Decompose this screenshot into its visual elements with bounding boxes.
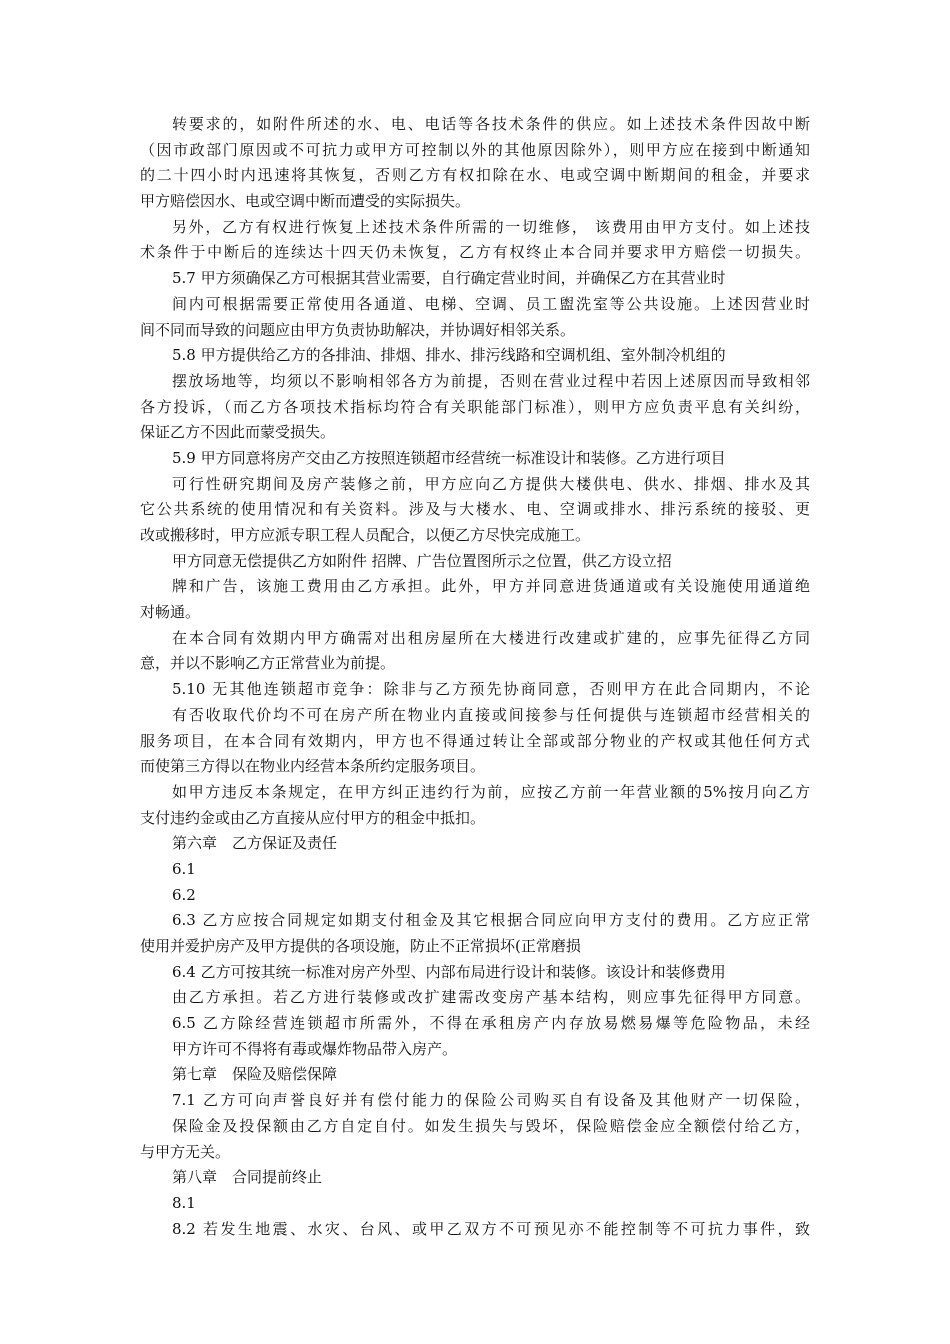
text-line: 由乙方承担。若乙方进行装修或改扩建需改变房产基本结构，则应事先征得甲方同意。 bbox=[172, 988, 810, 1007]
text-line: （因市政部门原因或不可抗力或甲方可控制以外的其他原因除外），则甲方应在接到中断通知 bbox=[140, 140, 810, 159]
text-line: 对畅通。 bbox=[140, 603, 201, 622]
text-line: 6.3 乙方应按合同规定如期支付租金及其它根据合同应向甲方支付的费用。乙方应正常 bbox=[172, 911, 810, 930]
text-line: 使用并爱护房产及甲方提供的各项设施，防止不正常损坏(正常磨损 bbox=[140, 937, 581, 955]
text-line: 的二十四小时内迅速将其恢复，否则乙方有权扣除在水、电或空调中断期间的租金，并要求 bbox=[140, 166, 810, 185]
text-line: 间内可根据需要正常使用各通道、电梯、空调、员工盥洗室等公共设施。上述因营业时 bbox=[172, 294, 810, 313]
text-line: 第六章 乙方保证及责任 bbox=[172, 834, 338, 853]
text-line: 各方投诉，（而乙方各项技术指标均符合有关职能部门标准），则甲方应负责平息有关纠纷， bbox=[140, 397, 810, 416]
text-line: 6.5 乙方除经营连锁超市所需外，不得在承租房产内存放易燃易爆等危险物品，未经 bbox=[172, 1014, 810, 1033]
text-line: 甲方同意无偿提供乙方如附件 招牌、广告位置图所示之位置，供乙方设立招 bbox=[172, 551, 672, 570]
text-line: 甲方许可不得将有毒或爆炸物品带入房产。 bbox=[172, 1039, 458, 1058]
text-line: 第七章 保险及赔偿保障 bbox=[172, 1065, 338, 1084]
text-line: 保险金及投保额由乙方自定自付。如发生损失与毁坏，保险赔偿金应全额偿付给乙方， bbox=[172, 1116, 810, 1135]
text-line: 意，并以不影响乙方正常营业为前提。 bbox=[140, 654, 396, 673]
text-line: 牌和广告，该施工费用由乙方承担。此外，甲方并同意进货通道或有关设施使用通道绝 bbox=[172, 577, 810, 596]
text-line: 术条件于中断后的连续达十四天仍未恢复，乙方有权终止本合同并要求甲方赔偿一切损失。 bbox=[140, 243, 810, 262]
text-line: 8.2 若发生地震、水灾、台风、或甲乙双方不可预见亦不能控制等不可抗力事件，致 bbox=[172, 1219, 810, 1238]
text-line: 7.1 乙方可向声誉良好并有偿付能力的保险公司购买自有设备及其他财产一切保险， bbox=[172, 1091, 810, 1110]
text-line: 5.10 无其他连锁超市竞争：除非与乙方预先协商同意，否则甲方在此合同期内，不论 bbox=[172, 680, 810, 699]
text-line: 改或搬移时，甲方应派专职工程人员配合，以便乙方尽快完成施工。 bbox=[140, 526, 591, 544]
text-line: 另外，乙方有权进行恢复上述技术条件所需的一切维修， 该费用由甲方支付。如上述技 bbox=[172, 217, 810, 236]
text-line: 6.2 bbox=[172, 885, 196, 904]
text-line: 如甲方违反本条规定，在甲方纠正违约行为前，应按乙方前一年营业额的5%按月向乙方 bbox=[172, 782, 810, 801]
text-line: 6.4 乙方可按其统一标准对房产外型、内部布局进行设计和装修。该设计和装修费用 bbox=[172, 962, 726, 981]
text-line: 6.1 bbox=[172, 859, 196, 878]
text-line: 5.8 甲方提供给乙方的各排油、排烟、排水、排污线路和空调机组、室外制冷机组的 bbox=[172, 346, 726, 365]
text-line: 8.1 bbox=[172, 1193, 196, 1212]
text-line: 间不同而导致的问题应由甲方负责协助解决，并协调好相邻关系。 bbox=[140, 320, 576, 339]
text-line: 保证乙方不因此而蒙受损失。 bbox=[140, 423, 336, 442]
text-line: 有否收取代价均不可在房产所在物业内直接或间接参与任何提供与连锁超市经营相关的 bbox=[172, 705, 810, 724]
text-line: 而使第三方得以在物业内经营本条所约定服务项目。 bbox=[140, 757, 486, 776]
text-line: 5.9 甲方同意将房产交由乙方按照连锁超市经营统一标准设计和装修。乙方进行项目 bbox=[172, 448, 726, 467]
text-line: 支付违约金或由乙方直接从应付甲方的租金中抵扣。 bbox=[140, 808, 486, 827]
text-line: 转要求的，如附件所述的水、电、电话等各技术条件的供应。如上述技术条件因故中断 bbox=[172, 115, 810, 133]
text-line: 甲方赔偿因水、电或空调中断而遭受的实际损失。 bbox=[140, 192, 471, 211]
text-line: 它公共系统的使用情况和有关资料。涉及与大楼水、电、空调或排水、排污系统的接驳、更 bbox=[140, 500, 810, 519]
text-line: 第八章 合同提前终止 bbox=[172, 1168, 323, 1187]
text-line: 摆放场地等，均须以不影响相邻各方为前提，否则在营业过程中若因上述原因而导致相邻 bbox=[172, 371, 810, 390]
text-line: 5.7 甲方须确保乙方可根据其营业需要，自行确定营业时间，并确保乙方在其营业时 bbox=[172, 269, 726, 288]
document-page bbox=[140, 112, 810, 1242]
text-line: 服务项目，在本合同有效期内，甲方也不得通过转让全部或部分物业的产权或其他任何方式 bbox=[140, 731, 810, 750]
text-line: 可行性研究期间及房产装修之前，甲方应向乙方提供大楼供电、供水、排烟、排水及其 bbox=[172, 474, 810, 493]
text-line: 与甲方无关。 bbox=[140, 1142, 231, 1161]
text-line: 在本合同有效期内甲方确需对出租房屋所在大楼进行改建或扩建的，应事先征得乙方同 bbox=[172, 628, 810, 647]
